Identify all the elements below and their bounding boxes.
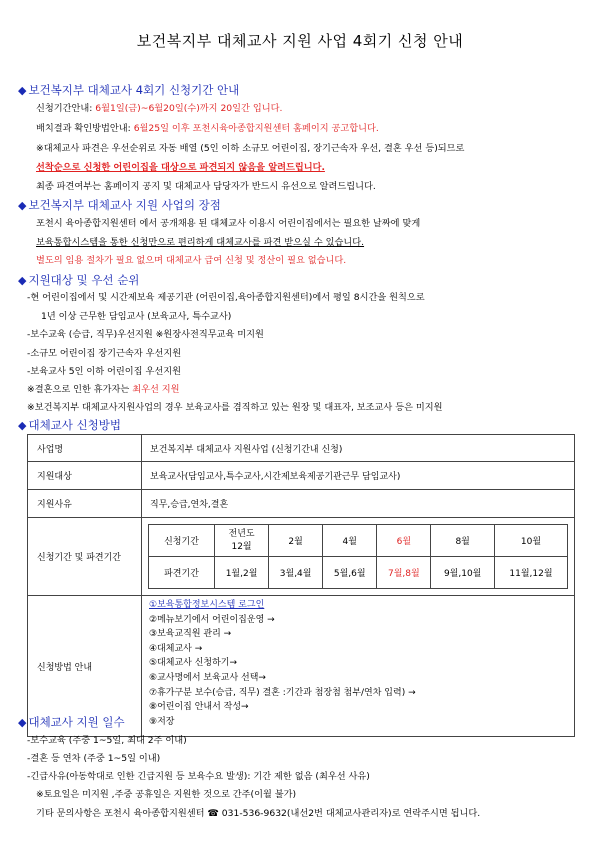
table-value: 보건복지부 대체교사 지원사업 (신청기간내 신청): [142, 435, 575, 462]
period-apply-0: [215, 525, 269, 557]
period-table: [148, 524, 568, 589]
diamond-bullet-icon: ◆: [18, 273, 27, 287]
period-apply-5: 10월: [494, 525, 567, 557]
step-login-link[interactable]: ①보육통합정보시스템 로그인: [149, 600, 265, 610]
section-heading-period: ◆ 보건복지부 대체교사 4회기 신청기간 안내: [18, 83, 240, 97]
merit-line-2: 보육통합시스템을 통한 신청만으로 편리하게 대체교사를 파견 받으실 수 있습니다.: [36, 237, 365, 248]
step-item: ④대체교사 →: [149, 643, 203, 654]
merit-line-3: 별도의 임용 절차가 필요 없으며 대체교사 급여 신청 및 정산이 필요 없습니다.: [36, 255, 347, 266]
result-line: 배치결과 확인방법안내: 6월25일 이후 포천시육아종합지원센터 홈페이지 공고합니다.: [36, 123, 379, 134]
step-item: ③보육교직원 관리 →: [149, 629, 232, 640]
period-line: 신청기간안내: 6월1일(금)~6월20일(수)까지 20일간 입니다.: [36, 103, 283, 114]
table-label: 신청기간 및 파견기간: [28, 518, 142, 596]
table-label: 신청방법 안내: [28, 596, 142, 737]
period-cell: [142, 518, 575, 596]
section-heading-merits: ◆ 보건복지부 대체교사 지원 사업의 장점: [18, 198, 221, 212]
period-apply-1: 2월: [269, 525, 323, 557]
eligibility-line-4: -소규모 어린이집 장기근속자 우선지원: [27, 348, 182, 359]
step-item: ⑦휴가구분 보수(승급, 직무) 결혼 :기간과 첨장첨 첨부/연차 입력) →: [149, 687, 416, 698]
days-line-2: -결혼 등 연차 (주중 1~5일 이내): [27, 753, 161, 764]
diamond-bullet-icon: ◆: [18, 715, 27, 729]
period-dispatch-4: 9월,10월: [431, 557, 495, 589]
days-line-3: -긴급사유(아동학대로 인한 긴급지원 등 보육수요 발생): 기간 제한 없음 (최우선 사유): [27, 771, 370, 782]
step-item: ⑨저장: [149, 716, 175, 727]
section-heading-eligibility: ◆ 지원대상 및 우선 순위: [18, 273, 140, 287]
days-line-4: ※토요일은 미지원 ,주중 공휴일은 지원한 것으로 간주(이월 불가): [36, 789, 297, 800]
eligibility-line-3: -보수교육 (승급, 직무)우선지원 ※원장사전직무교육 미지원: [27, 329, 264, 340]
period-apply-3: 6월: [377, 525, 431, 557]
period-dispatch-2: 5월,6월: [323, 557, 377, 589]
period-apply-text: 전년도 12월: [228, 528, 255, 552]
priority-warning: 선착순으로 신청한 어린이집을 대상으로 파견되지 않음을 알려드립니다.: [36, 162, 325, 173]
eligibility-line-7: ※보건복지부 대체교사지원사업의 경우 보육교사를 겸직하고 있는 원장 및 대표자, 보조교사 등은 미지원: [27, 402, 443, 413]
priority-note: ※대체교사 파견은 우선순위로 자동 배열 (5인 이하 소규모 어린이집, 장기근속자 우선, 결혼 우선 등)되므로: [36, 143, 465, 154]
period-dispatch-1: 3월,4월: [269, 557, 323, 589]
page-title: 보건복지부 대체교사 지원 사업 4회기 신청 안내: [136, 32, 464, 50]
period-dispatch-5: 11월,12월: [494, 557, 567, 589]
eligibility-line-1: -현 어린이집에서 및 시간제보육 제공기관 (어린이집,육아종합지원센터)에서 평일 8시간을 원칙으로: [27, 292, 425, 303]
table-value: 직무,승급,연차,결혼: [142, 490, 575, 518]
section-heading-days: ◆ 대체교사 지원 일수: [18, 715, 125, 729]
section-heading-method: ◆ 대체교사 신청방법: [18, 418, 121, 432]
contact-line: 기타 문의사항은 포천시 육아종합지원센터 ☎ 031-536-9632(내선2번 대체교사관리자)로 연락주시면 됩니다.: [36, 808, 481, 819]
eligibility-line-2: 1년 이상 근무한 담임교사 (보육교사, 특수교사): [41, 311, 232, 322]
final-notice: 최종 파견여부는 홈페이지 공지 및 대체교사 담당자가 반드시 유선으로 알려드립니다.: [36, 181, 376, 192]
step-item: ②메뉴보기에서 어린이집운영 →: [149, 614, 275, 625]
period-dispatch-0: 1월,2월: [215, 557, 269, 589]
period-apply-4: 8월: [431, 525, 495, 557]
diamond-bullet-icon: ◆: [18, 418, 27, 432]
diamond-bullet-icon: ◆: [18, 83, 27, 97]
table-label: 지원사유: [28, 490, 142, 518]
period-dispatch-label: 파견기간: [149, 557, 215, 589]
period-dispatch-3: 7월,8월: [377, 557, 431, 589]
step-item: ⑤대체교사 신청하기→: [149, 658, 238, 669]
method-table: [27, 434, 575, 737]
days-line-1: -보수교육 (주중 1~5일, 최대 2주 이내): [27, 735, 187, 746]
table-label: 사업명: [28, 435, 142, 462]
table-label: 지원대상: [28, 462, 142, 490]
period-apply-2: 4월: [323, 525, 377, 557]
step-item: ⑥교사명에서 보육교사 선택→: [149, 672, 266, 683]
period-header-label: 신청기간: [149, 525, 215, 557]
diamond-bullet-icon: ◆: [18, 198, 27, 212]
eligibility-line-6: ※결혼으로 인한 휴가자는 최우선 지원: [27, 384, 180, 395]
eligibility-line-5: -보육교사 5인 이하 어린이집 우선지원: [27, 366, 181, 377]
method-steps: [142, 596, 575, 737]
merit-line-1: 포천시 육아종합지원센터 에서 공개채용 된 대체교사 이용시 어린이집에서는 필요한 날짜에 맞게: [36, 218, 421, 229]
table-value: 보육교사(담임교사,특수교사,시간제보육제공기관근무 담임교사): [142, 462, 575, 490]
step-item: ⑧어린이집 안내서 작성→: [149, 702, 249, 713]
